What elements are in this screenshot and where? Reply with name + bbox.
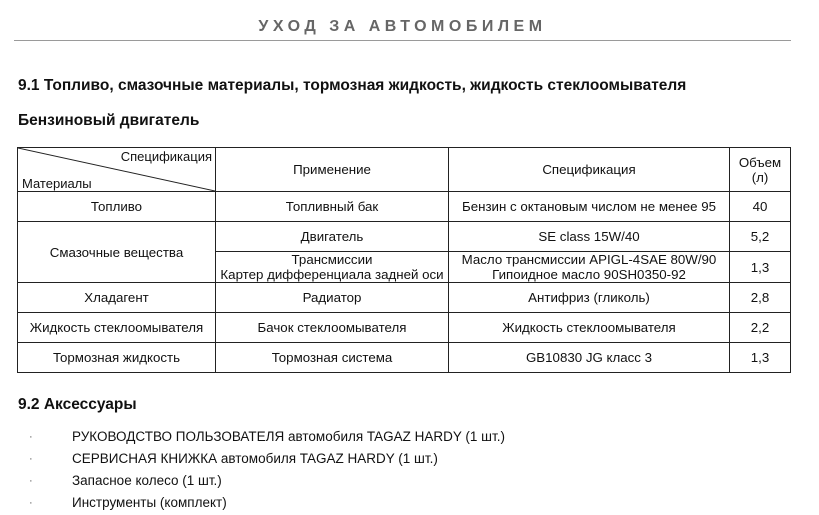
table-row xyxy=(18,283,791,313)
cell-specification: SE class 15W/40 xyxy=(449,222,730,252)
cell-volume: 5,2 xyxy=(730,222,791,252)
cell-application: Радиатор xyxy=(216,283,449,313)
list-item-text: СЕРВИСНАЯ КНИЖКА автомобиля TAGAZ HARDY (1 шт.) xyxy=(72,451,438,466)
cell-application: Тормозная система xyxy=(216,343,449,373)
cell-application: Бачок стеклоомывателя xyxy=(216,313,449,343)
cell-volume: 40 xyxy=(730,192,791,222)
cell-material: Тормозная жидкость xyxy=(18,343,216,373)
specification-table xyxy=(17,147,791,373)
cell-specification: Антифриз (гликоль) xyxy=(449,283,730,313)
section-title-fuel: 9.1 Топливо, смазочные материалы, тормозная жидкость, жидкость стеклоомывателя xyxy=(18,77,687,94)
table-row xyxy=(18,192,791,222)
table-header-row xyxy=(18,148,791,192)
cell-specification: Жидкость стеклоомывателя xyxy=(449,313,730,343)
header-specification: Спецификация xyxy=(449,148,730,192)
cell-specification: GB10830 JG класс 3 xyxy=(449,343,730,373)
cell-application-line: Трансмиссии xyxy=(291,252,373,267)
bullet-icon: · xyxy=(29,475,33,487)
cell-application: Двигатель xyxy=(216,222,449,252)
cell-specification: Бензин с октановым числом не менее 95 xyxy=(449,192,730,222)
list-item-text: Запасное колесо (1 шт.) xyxy=(72,473,222,488)
header-volume: Объем (л) xyxy=(730,148,791,192)
cell-application-line: Картер дифференциала задней оси xyxy=(220,267,444,282)
table-row xyxy=(18,222,791,252)
list-item-text: Инструменты (комплект) xyxy=(72,495,227,510)
header-application: Применение xyxy=(216,148,449,192)
cell-specification-line: Масло трансмиссии APIGL-4SAE 80W/90 xyxy=(461,252,717,267)
cell-volume: 1,3 xyxy=(730,252,791,283)
bullet-icon: · xyxy=(29,497,33,509)
cell-volume: 2,2 xyxy=(730,313,791,343)
cell-volume: 2,8 xyxy=(730,283,791,313)
section-subtitle-engine: Бензиновый двигатель xyxy=(18,112,200,129)
cell-material: Жидкость стеклоомывателя xyxy=(18,313,216,343)
cell-material: Смазочные вещества xyxy=(18,222,216,283)
diagonal-header-cell xyxy=(18,148,216,192)
bullet-icon: · xyxy=(29,453,33,465)
header-materials: Материалы xyxy=(22,176,92,191)
cell-application xyxy=(216,252,449,283)
cell-specification xyxy=(449,252,730,283)
cell-application: Топливный бак xyxy=(216,192,449,222)
bullet-icon: · xyxy=(29,431,33,443)
cell-volume: 1,3 xyxy=(730,343,791,373)
cell-material: Хладагент xyxy=(18,283,216,313)
section-title-accessories: 9.2 Аксессуары xyxy=(18,396,137,413)
header-specification-diag: Спецификация xyxy=(120,149,212,164)
list-item-text: РУКОВОДСТВО ПОЛЬЗОВАТЕЛЯ автомобиля TAGAZ HARDY (1 шт.) xyxy=(72,429,505,444)
page-header xyxy=(14,18,791,41)
cell-specification-line: Гипоидное масло 90SH0350-92 xyxy=(492,267,686,282)
cell-material: Топливо xyxy=(18,192,216,222)
page-header-title: УХОД ЗА АВТОМОБИЛЕМ xyxy=(258,18,547,35)
table-row xyxy=(18,343,791,373)
table-row xyxy=(18,313,791,343)
